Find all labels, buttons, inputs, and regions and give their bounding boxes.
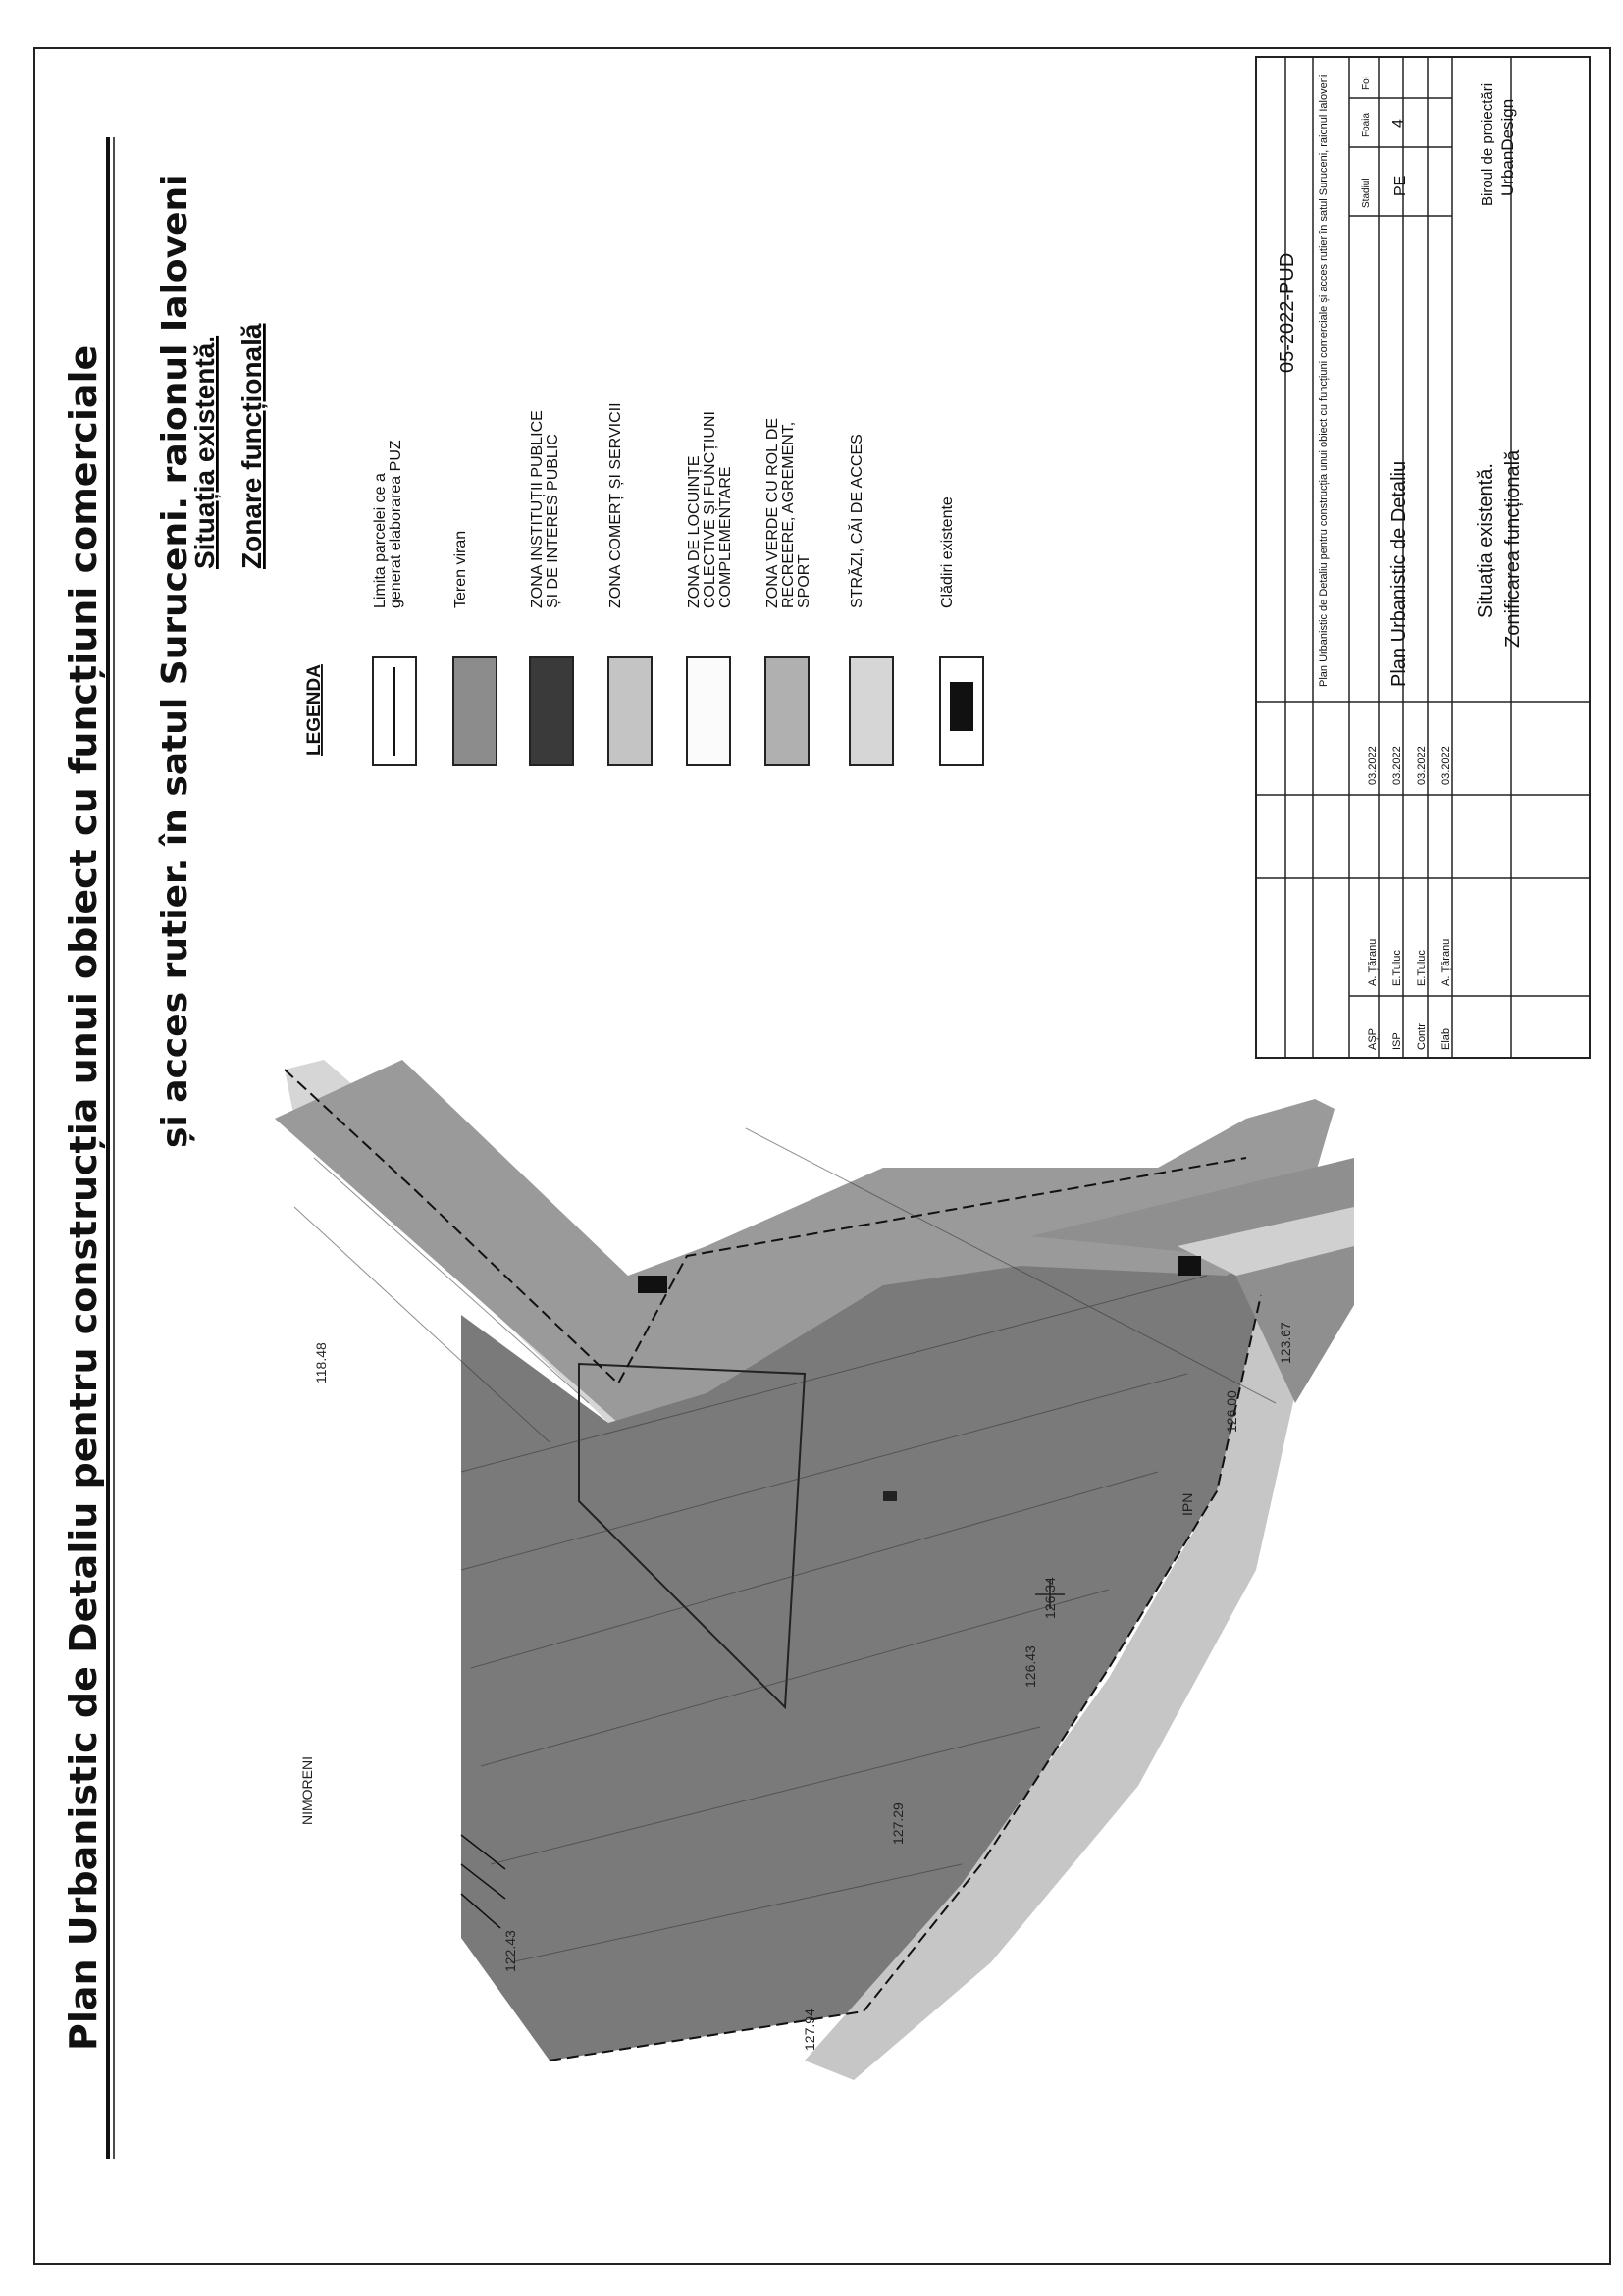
name-isp: E.Tuluc: [1391, 950, 1403, 986]
legend-label: COLECTIVE ȘI FUNCȚIUNI: [702, 411, 718, 608]
map-label-elev: 126.00: [1224, 1390, 1239, 1433]
role-contr: Contr: [1416, 1023, 1428, 1050]
legend-label: SPORT: [796, 554, 812, 608]
map-label-ipn: IPN: [1179, 1492, 1195, 1516]
legend-label: Limita parcelei ce a: [372, 473, 389, 608]
map-label-nimoreni: NIMORENI: [299, 1756, 315, 1825]
date-asp: 03.2022: [1367, 746, 1379, 785]
legend-label: ZONA INSTITUȚII PUBLICE: [529, 410, 546, 608]
legend-swatch: [608, 657, 652, 765]
role-elab: Elab: [1440, 1027, 1452, 1050]
legend-swatch: [765, 657, 809, 765]
map-label-elev: 127.29: [890, 1802, 906, 1845]
legend-label: COMPLEMENTARE: [717, 466, 734, 608]
legend-label: RECREERE, AGREMENT,: [780, 421, 797, 608]
legend-label: ZONA VERDE CU ROL DE: [764, 417, 781, 608]
project-code: 05-2022-PUD: [1277, 252, 1298, 373]
legend-label: Clădiri existente: [939, 496, 956, 608]
sheet-header: Foaia: [1361, 112, 1372, 137]
office-1: Biroul de proiectări: [1479, 82, 1495, 206]
role-isp: ISP: [1391, 1032, 1403, 1050]
date-contr: 03.2022: [1416, 746, 1428, 785]
legend-swatch: [850, 657, 893, 765]
site-map: [275, 1060, 1354, 2080]
sheet-value: 4: [1390, 119, 1407, 128]
legend-label: ZONA COMERȚ ȘI SERVICII: [607, 402, 624, 608]
map-label-elev: 123.67: [1278, 1322, 1293, 1364]
map-label-elev: 127.94: [802, 2009, 817, 2051]
legend-swatch: [530, 657, 573, 765]
sheets-header: Foi: [1361, 77, 1372, 90]
legend-title: LEGENDA: [304, 664, 325, 756]
project-desc: Plan Urbanistic de Detaliu pentru construcția unui obiect cu funcțiuni comerciale și acces rutier în satul Suruceni, raionul Ialoveni: [1318, 74, 1330, 687]
date-elab: 03.2022: [1440, 746, 1452, 785]
legend-swatch: [453, 657, 497, 765]
map-label-elev: 118.48: [313, 1342, 329, 1383]
building: [1178, 1256, 1201, 1276]
building: [638, 1276, 667, 1293]
doc-title: Plan Urbanistic de Detaliu: [1388, 460, 1410, 687]
map-label-elev: 126.43: [1022, 1645, 1038, 1688]
title-line2: și acces rutier. în satul Suruceni. raionul Ialoveni: [155, 174, 195, 1148]
date-isp: 03.2022: [1391, 746, 1403, 785]
legend-label: STRĂZI, CĂI DE ACCES: [849, 434, 865, 608]
office-2: UrbanDesign: [1498, 98, 1517, 196]
sheet-title-1: Situația existentă.: [1475, 463, 1496, 618]
title-line1: Plan Urbanistic de Detaliu pentru construcția unui obiect cu funcțiuni comerciale: [62, 344, 105, 2051]
stage-header: Stadiul: [1361, 178, 1372, 208]
legend: [304, 402, 983, 765]
map-label-elev: 122.43: [502, 1930, 518, 1972]
building: [883, 1491, 897, 1501]
legend-label: generat elaborarea PUZ: [388, 440, 404, 608]
name-asp: A. Țăranu: [1367, 938, 1379, 986]
legend-swatch: [687, 657, 730, 765]
name-contr: E.Tuluc: [1416, 950, 1428, 986]
sheet-title-2: Zonificarea funcțională: [1502, 449, 1524, 648]
legend-label: ȘI DE INTERES PUBLIC: [545, 434, 561, 608]
role-asp: AȘP: [1367, 1027, 1379, 1050]
title-block: [1256, 57, 1590, 1058]
map-label-elev: 126.34: [1042, 1577, 1058, 1619]
zoning-heading: Zonare funcțională: [236, 323, 267, 569]
legend-label: ZONA DE LOCUINȚE: [686, 455, 703, 608]
stage-value: PE: [1392, 175, 1409, 196]
situation-heading: Situația existentă.: [189, 335, 220, 569]
legend-label: Teren viran: [452, 530, 469, 608]
building-symbol: [950, 682, 973, 731]
name-elab: A. Țăranu: [1440, 938, 1452, 986]
